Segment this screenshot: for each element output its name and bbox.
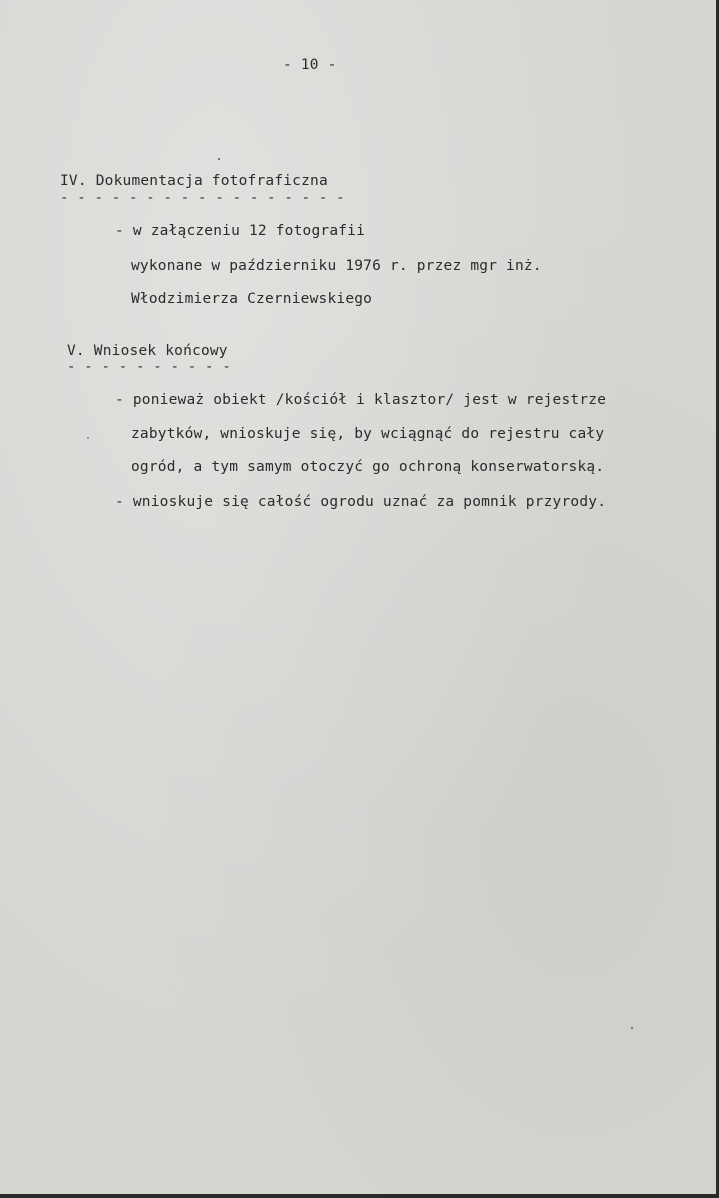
section-v-line-1: - ponieważ obiekt /kościół i klasztor/ jest w rejestrze: [115, 392, 607, 408]
section-iv-line-1: - w załączeniu 12 fotografii: [115, 223, 366, 239]
paper-speck: [631, 1027, 633, 1029]
paper-speck: [87, 437, 89, 439]
scan-edge-bottom: [0, 1194, 719, 1198]
section-v-heading: V. Wniosek końcowy: [67, 343, 228, 359]
section-iv-line-3: Włodzimierza Czerniewskiego: [131, 291, 373, 307]
paper-speck: [218, 158, 220, 160]
section-v-underline: - - - - - - - - - -: [67, 359, 231, 375]
section-v-line-4: - wnioskuje się całość ogrodu uznać za pomnik przyrody.: [115, 494, 607, 510]
section-v-line-3: ogród, a tym samym otoczyć go ochroną konserwatorską.: [131, 459, 605, 475]
section-iv-line-2: wykonane w październiku 1976 r. przez mgr inż.: [131, 258, 542, 274]
section-v-line-2: zabytków, wnioskuje się, by wciągnąć do rejestru cały: [131, 426, 605, 442]
section-iv-heading: IV. Dokumentacja fotofraficzna: [60, 173, 328, 189]
section-iv-underline: - - - - - - - - - - - - - - - - -: [60, 190, 345, 206]
page-number: - 10 -: [283, 57, 337, 73]
